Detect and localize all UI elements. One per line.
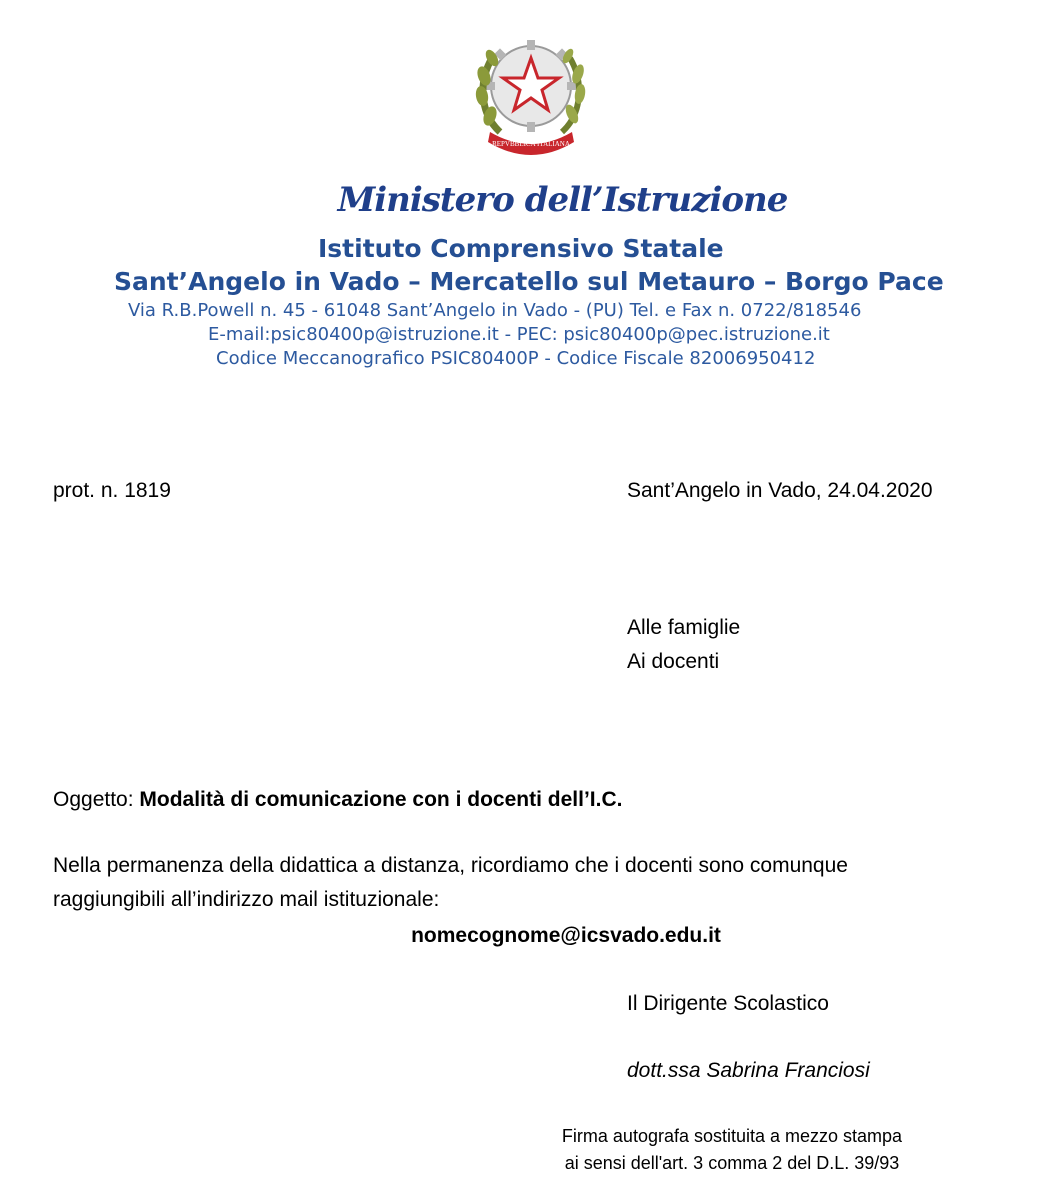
institutional-email: nomecognome@icsvado.edu.it (411, 924, 721, 947)
place-date: Sant’Angelo in Vado, 24.04.2020 (627, 479, 933, 502)
signature-note-line-1: Firma autografa sostituita a mezzo stampa (561, 1126, 903, 1146)
school-codes: Codice Meccanografico PSIC80400P - Codice Fiscale 82006950412 (216, 348, 816, 369)
school-title: Istituto Comprensivo Statale (318, 234, 724, 263)
signer-role: Il Dirigente Scolastico (627, 992, 829, 1015)
subject-line (53, 788, 622, 812)
ministry-name: Ministero dell’Istruzione (337, 180, 788, 220)
svg-text:REPVBBLICA ITALIANA: REPVBBLICA ITALIANA (492, 140, 570, 148)
protocol-number: prot. n. 1819 (53, 479, 171, 502)
school-places: Sant’Angelo in Vado – Mercatello sul Metauro – Borgo Pace (114, 267, 944, 296)
signer-name: dott.ssa Sabrina Franciosi (627, 1059, 870, 1082)
school-emails: E-mail:psic80400p@istruzione.it - PEC: psic80400p@pec.istruzione.it (208, 324, 830, 345)
school-address: Via R.B.Powell n. 45 - 61048 Sant’Angelo in Vado - (PU) Tel. e Fax n. 0722/818546 (128, 300, 862, 321)
recipient-teachers: Ai docenti (627, 650, 720, 673)
subject-label: Oggetto: (53, 788, 140, 811)
signature-note-line-2: ai sensi dell'art. 3 comma 2 del D.L. 39/93 (564, 1153, 900, 1173)
subject-text: Modalità di comunicazione con i docenti dell’I.C. (139, 788, 623, 811)
recipient-families: Alle famiglie (627, 616, 741, 639)
body-line-1: Nella permanenza della didattica a distanza, ricordiamo che i docenti sono comunque (53, 854, 848, 877)
body-line-2: raggiungibili all’indirizzo mail istituzionale: (53, 888, 440, 911)
emblem-of-italy-icon (470, 28, 592, 160)
